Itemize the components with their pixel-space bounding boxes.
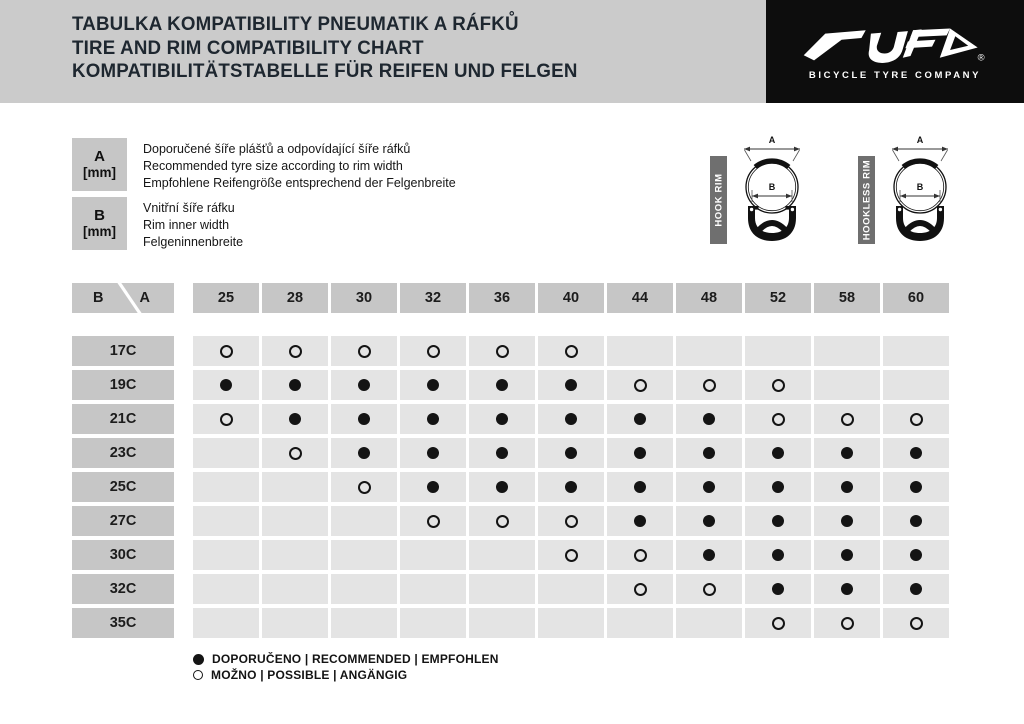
cell-27C-28 [262,506,328,536]
recommended-dot-icon [703,447,715,459]
cell-17C-25 [193,336,259,366]
compatibility-table [72,283,952,642]
possible-dot-icon [220,345,233,358]
possible-dot-icon [289,345,302,358]
cell-30C-60 [883,540,949,570]
legend-possible-text: MOŽNO | POSSIBLE | ANGÄNGIG [211,668,408,682]
recommended-dot-icon [910,515,922,527]
cell-35C-48 [676,608,742,638]
cell-32C-32 [400,574,466,604]
column-header-44: 44 [607,283,673,313]
cell-27C-48 [676,506,742,536]
hook-rim-diagram [708,130,858,250]
recommended-dot-icon [289,413,301,425]
cell-30C-28 [262,540,328,570]
table-body [72,336,952,638]
possible-dot-icon [841,617,854,630]
hookless-rim-label-bar [858,156,875,244]
recommended-dot-icon [841,515,853,527]
table-header-row [72,283,952,313]
cell-32C-25 [193,574,259,604]
possible-dot-icon [220,413,233,426]
recommended-dot-icon [565,481,577,493]
recommended-dot-icon [496,379,508,391]
possible-dot-icon [634,549,647,562]
cell-19C-30 [331,370,397,400]
legend-recommended-row [193,651,499,667]
cell-23C-60 [883,438,949,468]
cell-21C-28 [262,404,328,434]
cell-21C-40 [538,404,604,434]
cell-23C-30 [331,438,397,468]
recommended-dot-icon [358,447,370,459]
table-row-35C [72,608,952,638]
row-header-25C: 25C [72,472,174,502]
cell-21C-32 [400,404,466,434]
cell-30C-44 [607,540,673,570]
key-b-unit: [mm] [83,224,116,240]
possible-dot-icon [772,413,785,426]
key-b-box [72,197,127,250]
column-header-60: 60 [883,283,949,313]
cell-32C-28 [262,574,328,604]
cell-19C-60 [883,370,949,400]
row-header-19C: 19C [72,370,174,400]
cell-19C-25 [193,370,259,400]
axis-a-label: A [139,290,150,306]
cell-21C-30 [331,404,397,434]
cell-17C-40 [538,336,604,366]
recommended-dot-icon [358,413,370,425]
row-header-23C: 23C [72,438,174,468]
cell-35C-40 [538,608,604,638]
recommended-dot-icon [772,481,784,493]
title-line-de: KOMPATIBILITÄTSTABELLE FÜR REIFEN UND FELGEN [72,60,578,82]
cell-27C-52 [745,506,811,536]
recommended-dot-icon [565,413,577,425]
column-header-36: 36 [469,283,535,313]
column-header-58: 58 [814,283,880,313]
key-a-unit: [mm] [83,165,116,181]
recommended-dot-icon [634,413,646,425]
cell-32C-52 [745,574,811,604]
cell-35C-32 [400,608,466,638]
table-row-21C [72,404,952,434]
possible-dot-icon [634,379,647,392]
cell-32C-36 [469,574,535,604]
cell-25C-60 [883,472,949,502]
cell-23C-32 [400,438,466,468]
recommended-dot-icon [772,583,784,595]
cell-35C-58 [814,608,880,638]
cell-23C-25 [193,438,259,468]
cell-27C-60 [883,506,949,536]
hook-rim-label: HOOK RIM [713,173,724,227]
possible-dot-icon [772,617,785,630]
table-row-23C [72,438,952,468]
recommended-dot-icon [193,654,204,665]
cell-35C-30 [331,608,397,638]
cell-32C-58 [814,574,880,604]
cell-17C-28 [262,336,328,366]
recommended-dot-icon [496,413,508,425]
column-header-30: 30 [331,283,397,313]
legend-recommended-text: DOPORUČENO | RECOMMENDED | EMPFOHLEN [212,652,499,666]
dim-b-label: B [768,182,776,192]
cell-17C-52 [745,336,811,366]
cell-17C-48 [676,336,742,366]
cell-21C-60 [883,404,949,434]
cell-32C-48 [676,574,742,604]
column-header-25: 25 [193,283,259,313]
cell-27C-58 [814,506,880,536]
cell-25C-58 [814,472,880,502]
cell-25C-32 [400,472,466,502]
cell-21C-36 [469,404,535,434]
cell-27C-44 [607,506,673,536]
recommended-dot-icon [634,515,646,527]
recommended-dot-icon [634,481,646,493]
possible-dot-icon [703,379,716,392]
hookless-rim-diagram [856,130,1006,250]
cell-25C-30 [331,472,397,502]
recommended-dot-icon [841,481,853,493]
cell-19C-40 [538,370,604,400]
cell-17C-58 [814,336,880,366]
possible-dot-icon [193,670,203,680]
cell-21C-58 [814,404,880,434]
logo-tagline: BICYCLE TYRE COMPANY [808,70,982,81]
recommended-dot-icon [841,549,853,561]
cell-25C-40 [538,472,604,502]
cell-23C-36 [469,438,535,468]
table-row-32C [72,574,952,604]
column-header-32: 32 [400,283,466,313]
cell-27C-30 [331,506,397,536]
recommended-dot-icon [703,413,715,425]
cell-19C-44 [607,370,673,400]
column-header-28: 28 [262,283,328,313]
cell-21C-44 [607,404,673,434]
possible-dot-icon [289,447,302,460]
table-row-17C [72,336,952,366]
hookless-rim-label: HOOKLESS RIM [861,159,872,241]
cell-35C-36 [469,608,535,638]
key-b-line-cz: Vnitřní šíře ráfku [143,201,235,215]
recommended-dot-icon [703,515,715,527]
tufo-logo-icon [802,22,988,66]
recommended-dot-icon [634,447,646,459]
recommended-dot-icon [427,481,439,493]
row-header-21C: 21C [72,404,174,434]
cell-21C-25 [193,404,259,434]
cell-17C-44 [607,336,673,366]
header-band [0,0,1024,103]
recommended-dot-icon [841,583,853,595]
cell-17C-30 [331,336,397,366]
recommended-dot-icon [496,481,508,493]
cell-23C-40 [538,438,604,468]
cell-30C-30 [331,540,397,570]
row-header-32C: 32C [72,574,174,604]
recommended-dot-icon [772,549,784,561]
page-title [72,13,578,84]
legend-possible-row [193,667,499,683]
key-a-text [143,141,456,192]
recommended-dot-icon [910,549,922,561]
cell-19C-32 [400,370,466,400]
recommended-dot-icon [496,447,508,459]
recommended-dot-icon [910,583,922,595]
cell-19C-28 [262,370,328,400]
cell-35C-60 [883,608,949,638]
key-a-box [72,138,127,191]
recommended-dot-icon [427,379,439,391]
recommended-dot-icon [565,379,577,391]
key-b-line-de: Felgeninnenbreite [143,235,244,249]
cell-27C-25 [193,506,259,536]
table-row-19C [72,370,952,400]
cell-30C-40 [538,540,604,570]
cell-32C-60 [883,574,949,604]
cell-35C-52 [745,608,811,638]
possible-dot-icon [427,515,440,528]
dim-a-label: A [916,135,924,145]
cell-30C-25 [193,540,259,570]
possible-dot-icon [634,583,647,596]
recommended-dot-icon [841,447,853,459]
possible-dot-icon [841,413,854,426]
logo-box [766,0,1024,103]
column-header-52: 52 [745,283,811,313]
cell-17C-36 [469,336,535,366]
title-line-en: TIRE AND RIM COMPATIBILITY CHART [72,36,424,59]
cell-19C-48 [676,370,742,400]
possible-dot-icon [358,345,371,358]
corner-cell [72,283,174,313]
cell-25C-44 [607,472,673,502]
cell-21C-52 [745,404,811,434]
cell-23C-52 [745,438,811,468]
possible-dot-icon [358,481,371,494]
row-header-35C: 35C [72,608,174,638]
cell-25C-28 [262,472,328,502]
cell-23C-28 [262,438,328,468]
cell-19C-52 [745,370,811,400]
key-a-line-cz: Doporučené šíře plášťů a odpovídající šíře ráfků [143,142,411,156]
cell-19C-36 [469,370,535,400]
possible-dot-icon [772,379,785,392]
row-header-27C: 27C [72,506,174,536]
key-a-line-en: Recommended tyre size according to rim width [143,159,403,173]
cell-27C-32 [400,506,466,536]
cell-30C-36 [469,540,535,570]
hook-rim-cross-section-icon [734,134,810,246]
cell-35C-28 [262,608,328,638]
cell-27C-36 [469,506,535,536]
key-b-text [143,200,243,251]
recommended-dot-icon [565,447,577,459]
corner-diagonal [72,283,174,313]
axis-b-label: B [93,290,104,306]
cell-30C-32 [400,540,466,570]
table-row-25C [72,472,952,502]
cell-30C-48 [676,540,742,570]
possible-dot-icon [910,617,923,630]
recommended-dot-icon [910,481,922,493]
recommended-dot-icon [910,447,922,459]
recommended-dot-icon [703,549,715,561]
possible-dot-icon [496,515,509,528]
row-header-30C: 30C [72,540,174,570]
registered-mark: ® [977,52,985,64]
recommended-dot-icon [772,515,784,527]
recommended-dot-icon [358,379,370,391]
cell-32C-44 [607,574,673,604]
footer-legend [193,651,499,683]
possible-dot-icon [565,515,578,528]
cell-23C-58 [814,438,880,468]
hookless-rim-cross-section-icon [882,134,958,246]
recommended-dot-icon [220,379,232,391]
cell-25C-52 [745,472,811,502]
possible-dot-icon [910,413,923,426]
cell-21C-48 [676,404,742,434]
recommended-dot-icon [427,413,439,425]
cell-23C-48 [676,438,742,468]
cell-35C-25 [193,608,259,638]
cell-27C-40 [538,506,604,536]
cell-25C-36 [469,472,535,502]
key-b-symbol: B [94,207,105,225]
cell-32C-40 [538,574,604,604]
cell-17C-60 [883,336,949,366]
cell-30C-58 [814,540,880,570]
cell-32C-30 [331,574,397,604]
cell-17C-32 [400,336,466,366]
dim-a-label: A [768,135,776,145]
possible-dot-icon [427,345,440,358]
key-b-line-en: Rim inner width [143,218,230,232]
dim-b-label: B [916,182,924,192]
table-row-27C [72,506,952,536]
cell-30C-52 [745,540,811,570]
possible-dot-icon [565,549,578,562]
cell-25C-25 [193,472,259,502]
possible-dot-icon [703,583,716,596]
column-header-48: 48 [676,283,742,313]
cell-19C-58 [814,370,880,400]
recommended-dot-icon [289,379,301,391]
key-a-symbol: A [94,148,105,166]
table-row-30C [72,540,952,570]
cell-23C-44 [607,438,673,468]
cell-25C-48 [676,472,742,502]
possible-dot-icon [565,345,578,358]
row-header-17C: 17C [72,336,174,366]
title-line-cz: TABULKA KOMPATIBILITY PNEUMATIK A RÁFKŮ [72,13,519,35]
column-header-40: 40 [538,283,604,313]
cell-35C-44 [607,608,673,638]
recommended-dot-icon [703,481,715,493]
key-a-line-de: Empfohlene Reifengröße entsprechend der Felgenbreite [143,176,456,190]
recommended-dot-icon [427,447,439,459]
recommended-dot-icon [772,447,784,459]
hook-rim-label-bar [710,156,727,244]
possible-dot-icon [496,345,509,358]
